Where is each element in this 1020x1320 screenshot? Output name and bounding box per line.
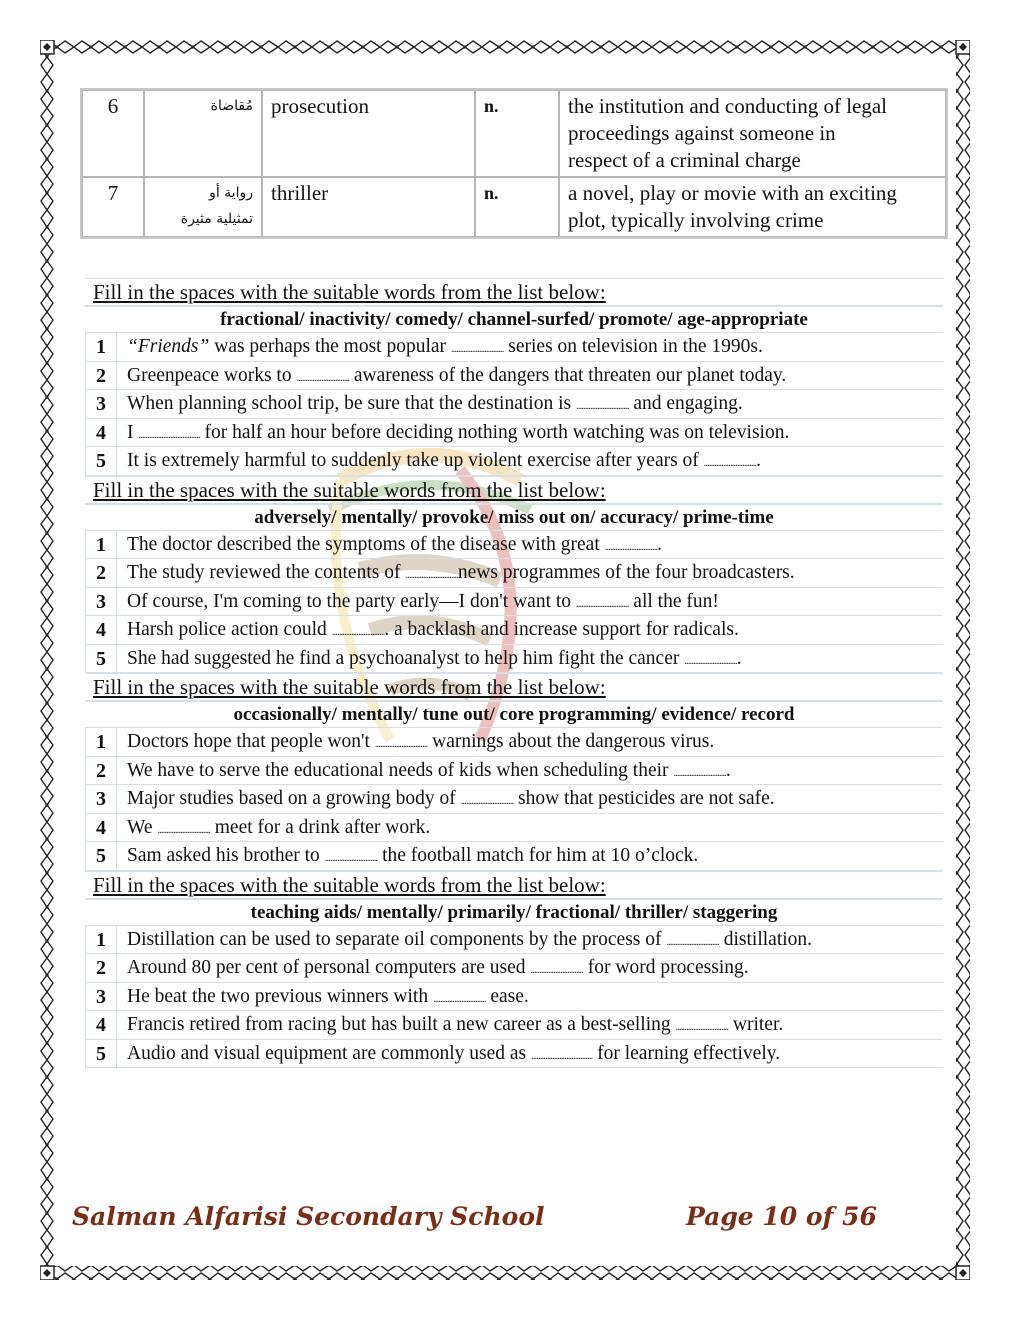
item-sentence — [117, 926, 812, 954]
sentence-start: Sam asked his brother to — [127, 845, 325, 866]
item-number: 3 — [85, 588, 117, 616]
definition-line: plot, typically involving crime — [568, 208, 824, 232]
sentence-start: Distillation can be used to separate oil components by the process of — [127, 928, 667, 950]
sentence-end: . — [756, 450, 762, 471]
sentence-start: The doctor described the symptoms of the disease with great — [127, 533, 605, 555]
item-sentence — [117, 954, 749, 982]
sentence-start: The study reviewed the contents of — [127, 562, 406, 583]
exercise-item — [85, 728, 943, 757]
exercise-block — [85, 278, 943, 476]
vocab-part-of-speech: n. — [475, 177, 559, 237]
item-number: 3 — [85, 785, 117, 813]
vocab-arabic — [144, 177, 262, 237]
item-number: 2 — [85, 954, 117, 982]
exercise-block — [85, 871, 943, 1069]
sentence-end: for learning effectively. — [592, 1042, 781, 1064]
sentence-start: I — [127, 421, 139, 443]
sentence-end: warnings about the dangerous virus. — [427, 731, 715, 752]
item-sentence — [117, 842, 698, 870]
sentence-end: writer. — [728, 1014, 784, 1035]
answer-blank[interactable]: .............................. — [157, 823, 210, 836]
sentence-start: Greenpeace works to — [127, 364, 297, 386]
sentence-end: for word processing. — [582, 957, 749, 978]
item-sentence — [117, 1040, 780, 1068]
sentence-end: series on television in the 1990s. — [503, 336, 763, 357]
exercise-item — [85, 362, 943, 391]
item-number: 1 — [85, 728, 117, 756]
definition-line: a novel, play or movie with an exciting — [568, 181, 897, 205]
answer-blank[interactable]: .............................. — [575, 597, 629, 610]
answer-blank[interactable]: .............................. — [331, 626, 385, 638]
word-list: teaching aids/ mentally/ primarily/ fractional/ thriller/ staggering — [85, 900, 943, 926]
sentence-end: . — [736, 647, 742, 669]
sentence-start: She had suggested he find a psychoanalyst to help him fight the cancer — [127, 647, 685, 669]
exercise-item — [85, 390, 943, 419]
vocab-word: thriller — [262, 177, 475, 237]
definition-line: the institution and conducting of legal — [568, 94, 888, 118]
exercise-item — [85, 757, 943, 786]
answer-blank[interactable]: .............................. — [703, 457, 757, 469]
vocab-number: 6 — [82, 90, 144, 177]
item-sentence — [117, 1011, 783, 1039]
item-number: 5 — [85, 842, 117, 870]
item-sentence — [117, 390, 743, 418]
vocab-definition — [559, 177, 946, 237]
sentence-end: news programmes of the four broadcasters. — [457, 562, 795, 583]
sentence-end: . — [725, 759, 731, 781]
exercise-title: Fill in the spaces with the suitable words from the list below: — [85, 278, 943, 307]
item-number: 4 — [85, 616, 117, 644]
sentence-start: We have to serve the educational needs of kids when scheduling their — [127, 759, 674, 781]
table-row — [82, 177, 946, 237]
exercise-item — [85, 616, 943, 645]
answer-blank[interactable]: .............................. — [374, 738, 428, 750]
arabic-line: رواية أو — [209, 185, 253, 201]
sentence-end: and engaging. — [628, 393, 743, 414]
vocab-word: prosecution — [262, 90, 475, 177]
item-sentence — [117, 616, 739, 644]
answer-blank[interactable]: .............................. — [575, 400, 629, 412]
item-number: 2 — [85, 757, 117, 785]
exercises — [85, 278, 943, 1068]
item-sentence — [117, 728, 714, 756]
definition-line: respect of a criminal charge — [568, 148, 801, 172]
vocabulary-table — [80, 88, 948, 239]
exercise-item — [85, 559, 943, 588]
sentence-end: . — [657, 533, 662, 555]
item-number: 1 — [85, 531, 117, 559]
item-sentence — [117, 559, 795, 587]
exercise-item — [85, 842, 943, 871]
item-sentence — [117, 333, 763, 361]
footer-school-name: Salman Alfarisi Secondary School — [72, 1202, 545, 1231]
answer-blank[interactable]: .............................. — [450, 343, 504, 355]
exercise-title: Fill in the spaces with the suitable words from the list below: — [85, 673, 943, 702]
exercise-item — [85, 531, 943, 560]
item-sentence — [117, 362, 786, 390]
answer-blank[interactable]: .............................. — [684, 654, 737, 667]
item-number: 4 — [85, 1011, 117, 1039]
item-sentence — [117, 645, 742, 673]
vocab-number: 7 — [82, 177, 144, 237]
item-number: 5 — [85, 1040, 117, 1068]
exercise-item — [85, 419, 943, 448]
exercise-item — [85, 926, 943, 955]
sentence-start: Of course, I'm coming to the party early—I don't want to — [127, 590, 576, 612]
item-sentence — [117, 447, 761, 475]
sentence-start: Francis retired from racing but has built a new career as a best-selling — [127, 1014, 676, 1035]
sentence-start: Around 80 per cent of personal computers are used — [127, 957, 531, 978]
sentence-start: When planning school trip, be sure that the destination is — [127, 393, 576, 414]
item-sentence — [117, 814, 430, 842]
exercise-item — [85, 645, 943, 674]
sentence-start: Major studies based on a growing body of — [127, 788, 461, 809]
item-number: 4 — [85, 814, 117, 842]
answer-blank[interactable]: .............................. — [405, 569, 458, 581]
exercise-item — [85, 785, 943, 814]
answer-blank[interactable]: .............................. — [530, 964, 583, 976]
item-sentence — [117, 785, 775, 813]
item-number: 5 — [85, 645, 117, 673]
answer-blank[interactable]: .............................. — [296, 371, 349, 384]
sentence-end: distillation. — [718, 928, 813, 950]
item-sentence — [117, 757, 731, 785]
answer-blank[interactable]: .............................. — [324, 852, 378, 864]
footer-page-number: Page 10 of 56 — [686, 1202, 877, 1231]
answer-blank[interactable]: .............................. — [673, 766, 726, 779]
exercise-block — [85, 673, 943, 871]
sentence-end: ease. — [485, 985, 529, 1007]
sentence-start: We — [127, 816, 158, 838]
italic-title: “Friends” — [127, 336, 210, 357]
exercise-title: Fill in the spaces with the suitable words from the list below: — [85, 476, 943, 505]
exercise-item — [85, 447, 943, 476]
sentence-start: He beat the two previous winners with — [127, 985, 433, 1007]
table-row — [82, 90, 946, 177]
word-list: occasionally/ mentally/ tune out/ core programming/ evidence/ record — [85, 702, 943, 728]
sentence-end: awareness of the dangers that threaten our planet today. — [348, 364, 787, 386]
sentence-end: show that pesticides are not safe. — [513, 788, 775, 809]
sentence-start: Doctors hope that people won't — [127, 731, 375, 752]
sentence-end: the football match for him at 10 o’clock. — [377, 845, 699, 866]
word-list: fractional/ inactivity/ comedy/ channel-surfed/ promote/ age-appropriate — [85, 307, 943, 333]
item-number: 2 — [85, 362, 117, 390]
exercise-block — [85, 476, 943, 674]
vocab-part-of-speech: n. — [475, 90, 559, 177]
sentence-end: . a backlash and increase support for radicals. — [384, 619, 739, 640]
item-number: 4 — [85, 419, 117, 447]
sentence-start: Audio and visual equipment are commonly used as — [127, 1042, 531, 1064]
item-number: 1 — [85, 333, 117, 361]
definition-line: proceedings against someone in — [568, 121, 836, 145]
sentence-start: was perhaps the most popular — [209, 336, 451, 357]
arabic-line: تمثيلية مثيرة — [180, 211, 253, 227]
sentence-start: Harsh police action could — [127, 619, 332, 640]
exercise-item — [85, 814, 943, 843]
item-sentence — [117, 419, 789, 447]
answer-blank[interactable]: .............................. — [604, 540, 658, 553]
answer-blank[interactable]: .............................. — [460, 795, 514, 807]
answer-blank[interactable]: ................................... — [138, 428, 200, 441]
word-list: adversely/ mentally/ provoke/ miss out on/ accuracy/ prime-time — [85, 505, 943, 531]
item-number: 3 — [85, 983, 117, 1011]
sentence-start: It is extremely harmful to suddenly take up violent exercise after years of — [127, 450, 704, 471]
item-number: 1 — [85, 926, 117, 954]
answer-blank[interactable]: .............................. — [432, 992, 486, 1005]
item-sentence — [117, 983, 529, 1011]
vocab-definition — [559, 90, 946, 177]
exercise-item — [85, 333, 943, 362]
vocab-arabic: مُقاضاة — [144, 90, 262, 177]
answer-blank[interactable]: ................................... — [531, 1049, 593, 1062]
item-sentence — [117, 588, 719, 616]
exercise-item — [85, 983, 943, 1012]
exercise-item — [85, 588, 943, 617]
sentence-end: all the fun! — [628, 590, 719, 612]
item-number: 2 — [85, 559, 117, 587]
answer-blank[interactable]: .............................. — [675, 1021, 729, 1033]
item-sentence — [117, 531, 662, 559]
item-number: 3 — [85, 390, 117, 418]
sentence-end: meet for a drink after work. — [209, 816, 431, 838]
exercise-item — [85, 1040, 943, 1069]
sentence-end: for half an hour before deciding nothing worth watching was on television. — [199, 421, 790, 443]
exercise-item — [85, 954, 943, 983]
answer-blank[interactable]: .............................. — [666, 935, 719, 948]
exercise-title: Fill in the spaces with the suitable words from the list below: — [85, 871, 943, 900]
exercise-item — [85, 1011, 943, 1040]
item-number: 5 — [85, 447, 117, 475]
